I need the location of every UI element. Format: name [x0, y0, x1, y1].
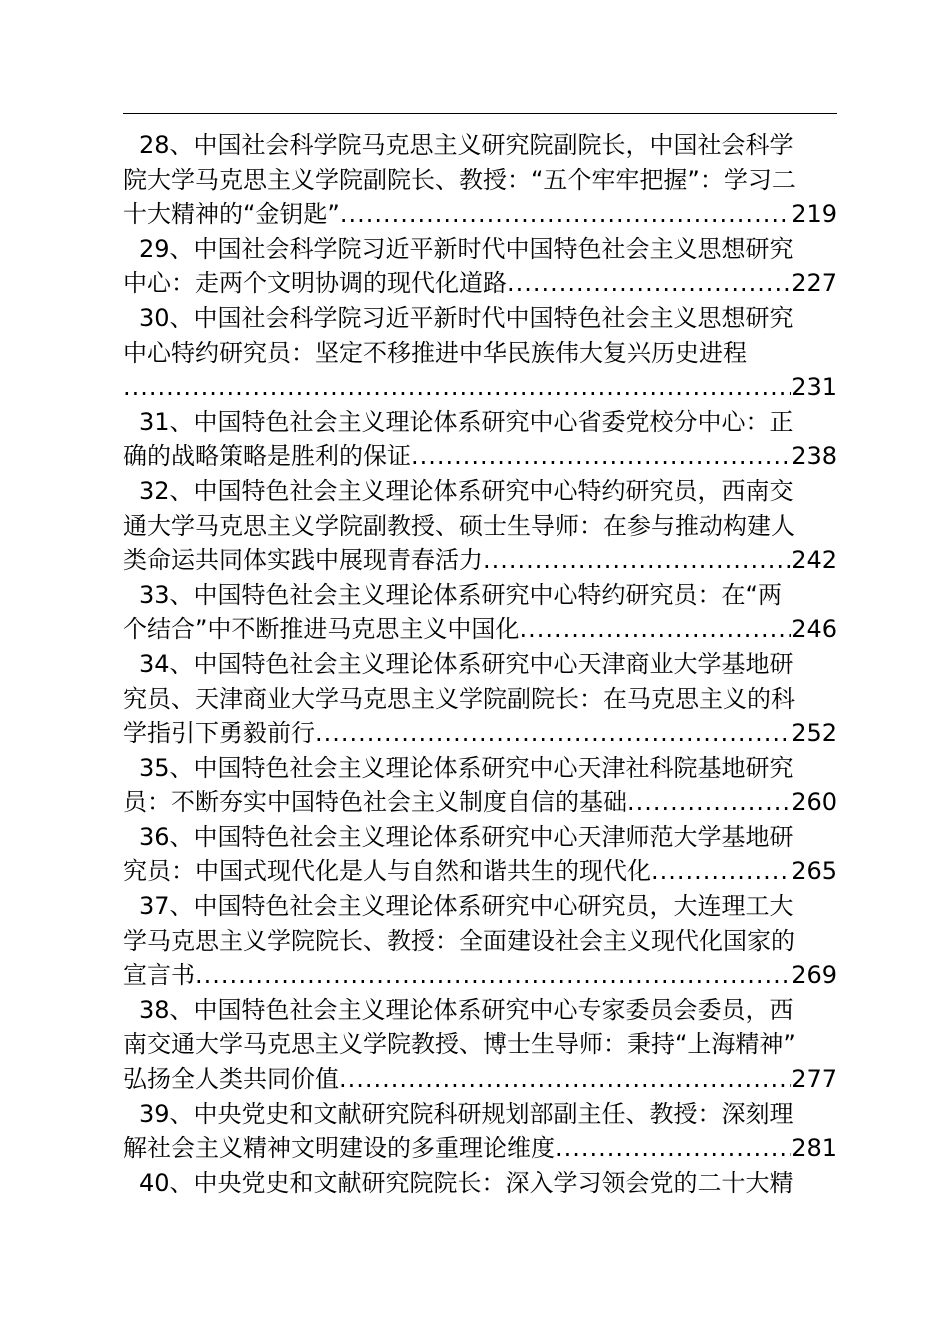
toc-dot-leader [507, 266, 791, 301]
toc-entry[interactable] [123, 751, 837, 820]
toc-dot-leader [339, 1062, 791, 1097]
toc-entry-line: 39、中央党史和文献研究院科研规划部副主任、教授：深刻理 [139, 1099, 794, 1128]
toc-leader-line [123, 1062, 837, 1097]
toc-entry-title-end: 弘扬全人类共同价值 [123, 1065, 339, 1094]
toc-entry-title-end: 确的战略策略是胜利的保证 [123, 442, 411, 471]
toc-leader-line [123, 543, 837, 578]
toc-entry[interactable] [123, 578, 837, 647]
toc-entry-title-end: 究员：中国式现代化是人与自然和谐共生的现代化 [123, 857, 651, 886]
toc-entry[interactable] [123, 405, 837, 474]
toc-page-number: 281 [791, 1134, 837, 1163]
toc-leader-line [123, 197, 837, 232]
toc-page-number: 260 [791, 788, 837, 817]
toc-dot-leader [340, 197, 791, 232]
toc-entry[interactable] [123, 232, 837, 301]
toc-page-number: 219 [791, 200, 837, 229]
toc-entry-line: 通大学马克思主义学院副教授、硕士生导师：在参与推动构建人 [123, 511, 795, 540]
toc-entry-line: 37、中国特色社会主义理论体系研究中心研究员，大连理工大 [139, 892, 794, 921]
toc-leader-line [123, 958, 837, 993]
toc-entry[interactable] [123, 993, 837, 1097]
table-of-contents [123, 128, 837, 1200]
toc-entry[interactable] [123, 1097, 837, 1166]
toc-entry-title-end: 中心：走两个文明协调的现代化道路 [123, 269, 507, 298]
toc-dot-leader [519, 612, 791, 647]
toc-entry-title-end: 解社会主义精神文明建设的多重理论维度 [123, 1134, 555, 1163]
toc-entry-line: 29、中国社会科学院习近平新时代中国特色社会主义思想研究 [139, 234, 794, 263]
toc-dot-leader [555, 1131, 791, 1166]
toc-page-number: 227 [791, 269, 837, 298]
toc-dot-leader [411, 439, 791, 474]
toc-dot-leader [195, 958, 791, 993]
toc-entry[interactable] [123, 1166, 837, 1201]
toc-entry-line: 38、中国特色社会主义理论体系研究中心专家委员会委员，西 [139, 995, 794, 1024]
toc-entry-line: 40、中央党史和文献研究院院长：深入学习领会党的二十大精 [139, 1168, 794, 1197]
toc-leader-line [123, 1131, 837, 1166]
toc-dot-leader [651, 854, 791, 889]
toc-dot-leader [627, 785, 791, 820]
toc-entry-title-end: 个结合”中不断推进马克思主义中国化 [123, 615, 520, 644]
toc-entry-line: 中心特约研究员：坚定不移推进中华民族伟大复兴历史进程 [123, 338, 747, 367]
toc-entry-line: 南交通大学马克思主义学院教授、博士生导师：秉持“上海精神” [123, 1030, 796, 1059]
toc-leader-line [123, 612, 837, 647]
toc-entry-line: 31、中国特色社会主义理论体系研究中心省委党校分中心：正 [139, 407, 794, 436]
toc-entry[interactable] [123, 301, 837, 405]
toc-entry-title-end: 员：不断夯实中国特色社会主义制度自信的基础 [123, 788, 627, 817]
toc-entry-line: 32、中国特色社会主义理论体系研究中心特约研究员，西南交 [139, 476, 794, 505]
toc-page-number: 269 [791, 961, 837, 990]
toc-entry-line: 36、中国特色社会主义理论体系研究中心天津师范大学基地研 [139, 822, 794, 851]
toc-entry-title-end: 学指引下勇毅前行 [123, 719, 315, 748]
toc-entry[interactable] [123, 128, 837, 232]
toc-entry[interactable] [123, 889, 837, 993]
toc-leader-line [123, 854, 837, 889]
toc-entry-line: 34、中国特色社会主义理论体系研究中心天津商业大学基地研 [139, 649, 794, 678]
toc-entry-title-end: 类命运共同体实践中展现青春活力 [123, 546, 483, 575]
toc-entry[interactable] [123, 647, 837, 751]
toc-leader-line [123, 266, 837, 301]
toc-entry[interactable] [123, 820, 837, 889]
toc-entry-title-end: 十大精神的“金钥匙” [123, 200, 340, 229]
toc-entry-line: 35、中国特色社会主义理论体系研究中心天津社科院基地研究 [139, 753, 794, 782]
toc-entry-line: 30、中国社会科学院习近平新时代中国特色社会主义思想研究 [139, 303, 794, 332]
toc-page-number: 231 [791, 373, 837, 402]
toc-entry-title-end: 宣言书 [123, 961, 195, 990]
toc-leader-line [123, 370, 837, 405]
toc-leader-line [123, 785, 837, 820]
toc-page-number: 252 [791, 719, 837, 748]
toc-leader-line [123, 716, 837, 751]
toc-dot-leader [123, 370, 791, 405]
toc-page-number: 277 [791, 1065, 837, 1094]
header-rule [123, 113, 837, 114]
toc-entry-line: 33、中国特色社会主义理论体系研究中心特约研究员：在“两 [139, 580, 782, 609]
toc-entry-line: 学马克思主义学院院长、教授：全面建设社会主义现代化国家的 [123, 926, 795, 955]
toc-entry-line: 院大学马克思主义学院副院长、教授：“五个牢牢把握”：学习二 [123, 165, 796, 194]
toc-page-number: 238 [791, 442, 837, 471]
toc-entry-line: 究员、天津商业大学马克思主义学院副院长：在马克思主义的科 [123, 684, 795, 713]
toc-entry-line: 28、中国社会科学院马克思主义研究院副院长，中国社会科学 [139, 131, 794, 159]
toc-page-number: 242 [791, 546, 837, 575]
toc-entry[interactable] [123, 474, 837, 578]
toc-dot-leader [315, 716, 791, 751]
toc-page-number: 265 [791, 857, 837, 886]
toc-dot-leader [483, 543, 791, 578]
toc-page-number: 246 [791, 615, 837, 644]
toc-leader-line [123, 439, 837, 474]
